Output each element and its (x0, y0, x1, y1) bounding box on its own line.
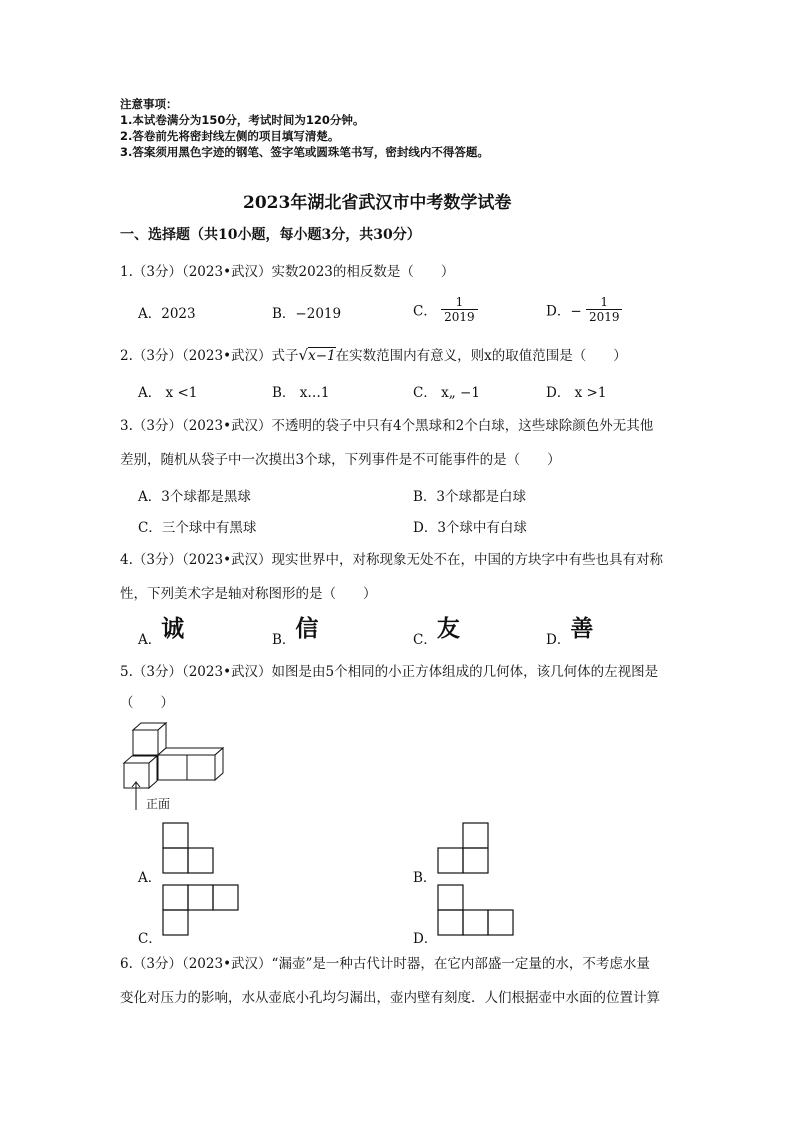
q1-d-fraction: $\frac{1}{2019}$ (586, 295, 623, 324)
q5-option-c: C． (138, 931, 162, 947)
q5-option-a: A． (138, 870, 162, 886)
question-4-line-2: 性，下列美术字是轴对称图形的是（ ） (120, 586, 377, 602)
exam-title: 2023年湖北省武汉市中考数学试卷 (243, 193, 512, 213)
q5-option-c-figure (162, 884, 242, 938)
q4-option-d: D．善 (546, 616, 594, 648)
question-5-line-2: （ ） (120, 695, 174, 711)
q1-option-a: A．2023 (138, 306, 196, 322)
q5-option-a-figure (162, 822, 216, 876)
q3-option-d: D．3个球中有白球 (413, 520, 527, 536)
q1-c-fraction: $\frac{1}{2019}$ (441, 295, 478, 324)
section-heading: 一、选择题（共10小题，每小题3分，共30分） (120, 227, 421, 243)
q1-option-b: B．−2019 (272, 306, 342, 322)
radical-content: x−1 (308, 348, 336, 364)
notice-heading: 注意事项： (120, 97, 178, 111)
q5-option-d: D． (413, 931, 438, 947)
q2-option-c: C． x„ −1 (413, 385, 480, 401)
q3-option-c: C．三个球中有黑球 (138, 520, 257, 536)
q1-option-c: C． $\frac{1}{2019}$ (413, 295, 478, 324)
q2-option-b: B． x…1 (272, 385, 330, 401)
question-5-line-1: 5.（3分）（2023•武汉）如图是由5个相同的小正方体组成的几何体，该几何体的左视图是 (120, 664, 659, 680)
notice-item-2: 2.答卷前先将密封线左侧的项目填写清楚。 (120, 129, 340, 143)
q5-option-b: B． (413, 870, 437, 886)
notice-block (120, 96, 489, 160)
q2-option-a: A． x <1 (138, 385, 198, 401)
front-view-label: 正面 (146, 797, 171, 811)
q3-option-a: A．3个球都是黑球 (138, 489, 251, 505)
question-4-line-1: 4.（3分）（2023•武汉）现实世界中，对称现象无处不在，中国的方块字中有些也具有对称 (120, 552, 664, 568)
q4-option-b: B．信 (272, 616, 319, 648)
q4-option-c: C．友 (413, 616, 460, 648)
q5-solid-figure (118, 720, 228, 810)
question-2: 2.（3分）（2023•武汉）式子√x−1在实数范围内有意义，则x的取值范围是（ ） (120, 346, 627, 364)
question-1: 1.（3分）（2023•武汉）实数2023的相反数是（ ） (120, 264, 455, 280)
radical-sign: √ (298, 346, 309, 364)
q3-option-b: B．3个球都是白球 (413, 489, 527, 505)
q1-option-d: D．− $\frac{1}{2019}$ (546, 295, 622, 324)
notice-item-3: 3.答案须用黑色字迹的钢笔、签字笔或圆珠笔书写，密封线内不得答题。 (120, 145, 489, 159)
question-3-line-1: 3.（3分）（2023•武汉）不透明的袋子中只有4个黑球和2个白球，这些球除颜色外无其他 (120, 418, 654, 434)
q2-option-d: D． x >1 (546, 385, 607, 401)
question-6-line-1: 6.（3分）（2023•武汉）“漏壶”是一种古代计时器，在它内部盛一定量的水，不考虑水量 (120, 956, 650, 972)
notice-item-1: 1.本试卷满分为150分，考试时间为120分钟。 (120, 113, 365, 127)
q5-option-b-figure (437, 822, 491, 876)
q5-option-d-figure (437, 884, 517, 938)
q4-option-a: A．诚 (138, 616, 185, 648)
question-3-line-2: 差别，随机从袋子中一次摸出3个球，下列事件是不可能事件的是（ ） (120, 452, 561, 468)
question-6-line-2: 变化对压力的影响，水从壶底小孔均匀漏出，壶内壁有刻度．人们根据壶中水面的位置计算 (120, 990, 660, 1006)
